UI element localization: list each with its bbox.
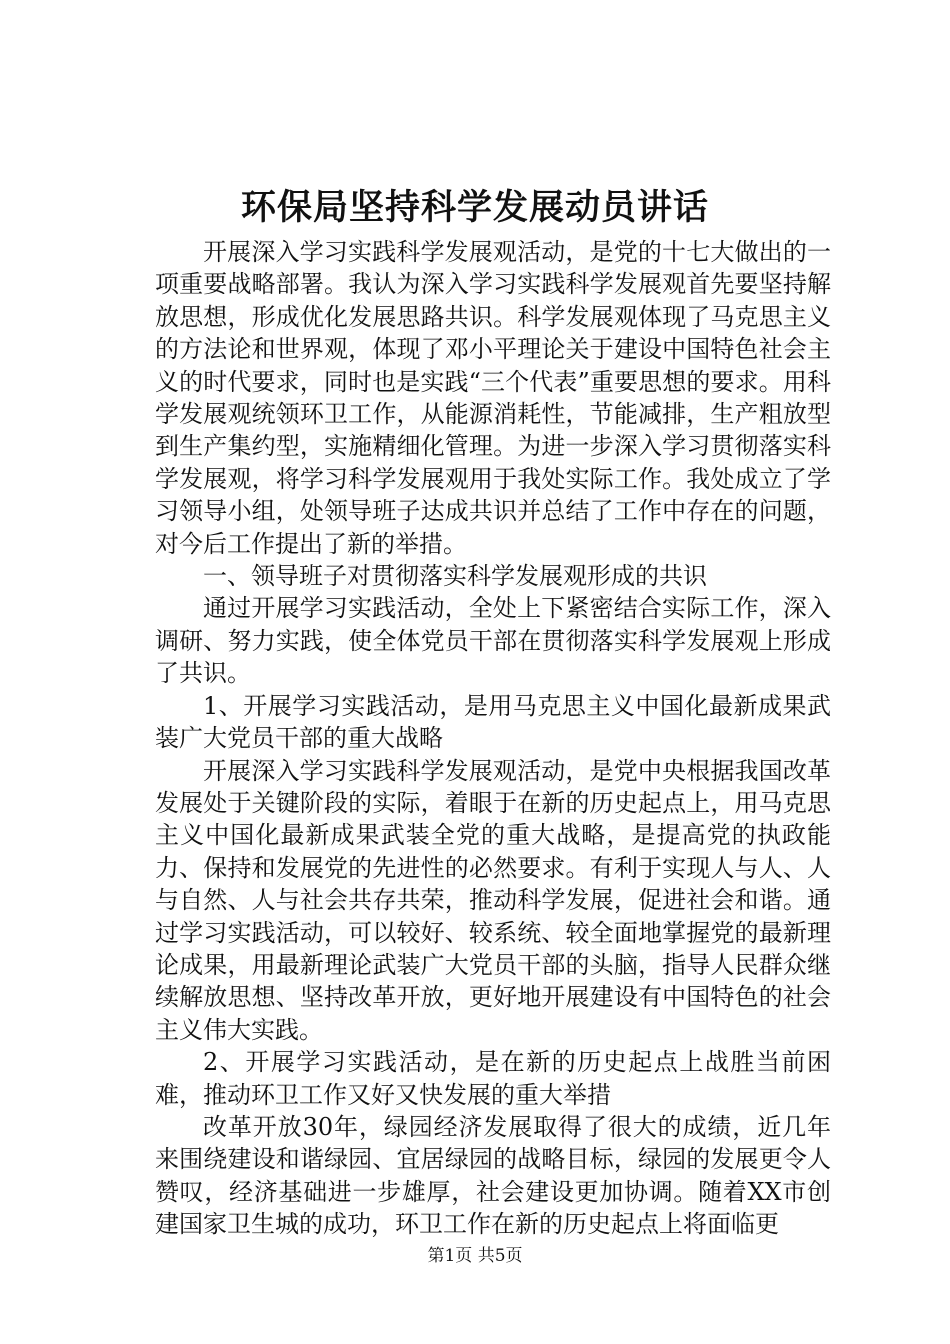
page-footer — [0, 1244, 950, 1268]
paragraph-point-2: 改革开放30年，绿园经济发展取得了很大的成绩，近几年来围绕建设和谐绿园、宜居绿园的战略目标，绿园的发展更令人赞叹，经济基础进一步雄厚，社会建设更加协调。随着XX市创建国家卫生城的成功，环卫工作在新的历史起点上将面临更 — [155, 1112, 831, 1239]
subheading-point-2: 2、开展学习实践活动，是在新的历史起点上战胜当前困难，推动环卫工作又好又快发展的重大举措 — [155, 1048, 831, 1109]
page-indicator: 第1页 共5页 — [427, 1246, 523, 1266]
subheading-point-1: 1、开展学习实践活动，是用马克思主义中国化最新成果武装广大党员干部的重大战略 — [155, 691, 831, 753]
section-heading-consensus: 一、领导班子对贯彻落实科学发展观形成的共识 — [203, 562, 707, 591]
document-body — [155, 236, 831, 1241]
paragraph-consensus: 通过开展学习实践活动，全处上下紧密结合实际工作，深入调研、努力实践，使全体党员干部在贯彻落实科学发展观上形成了共识。 — [155, 594, 831, 688]
paragraph-point-1: 开展深入学习实践科学发展观活动，是党中央根据我国改革发展处于关键阶段的实际，着眼于在新的历史起点上，用马克思主义中国化最新成果武装全党的重大战略，是提高党的执政能力、保持和发展党的先进性的必然要求。有利于实现人与人、人与自然、人与社会共存共荣，推动科学发展，促进社会和谐。通过学习实践活动，可以较好、较系统、较全面地掌握党的最新理论成果，用最新理论武装广大党员干部的头脑，指导人民群众继续解放思想、坚持改革开放，更好地开展建设有中国特色的社会主义伟大实践。 — [155, 756, 831, 1044]
document-title: 环保局坚持科学发展动员讲话 — [240, 187, 709, 228]
paragraph-intro: 开展深入学习实践科学发展观活动，是党的十七大做出的一项重要战略部署。我认为深入学习实践科学发展观首先要坚持解放思想，形成优化发展思路共识。科学发展观体现了马克思主义的方法论和世界观，体现了邓小平理论关于建设中国特色社会主义的时代要求，同时也是实践“三个代表”重要思想的要求。用科学发展观统领环卫工作，从能源消耗性，节能减排，生产粗放型到生产集约型，实施精细化管理。为进一步深入学习贯彻落实科学发展观，将学习科学发展观用于我处实际工作。我处成立了学习领导小组，处领导班子达成共识并总结了工作中存在的问题，对今后工作提出了新的举措。 — [155, 238, 831, 558]
